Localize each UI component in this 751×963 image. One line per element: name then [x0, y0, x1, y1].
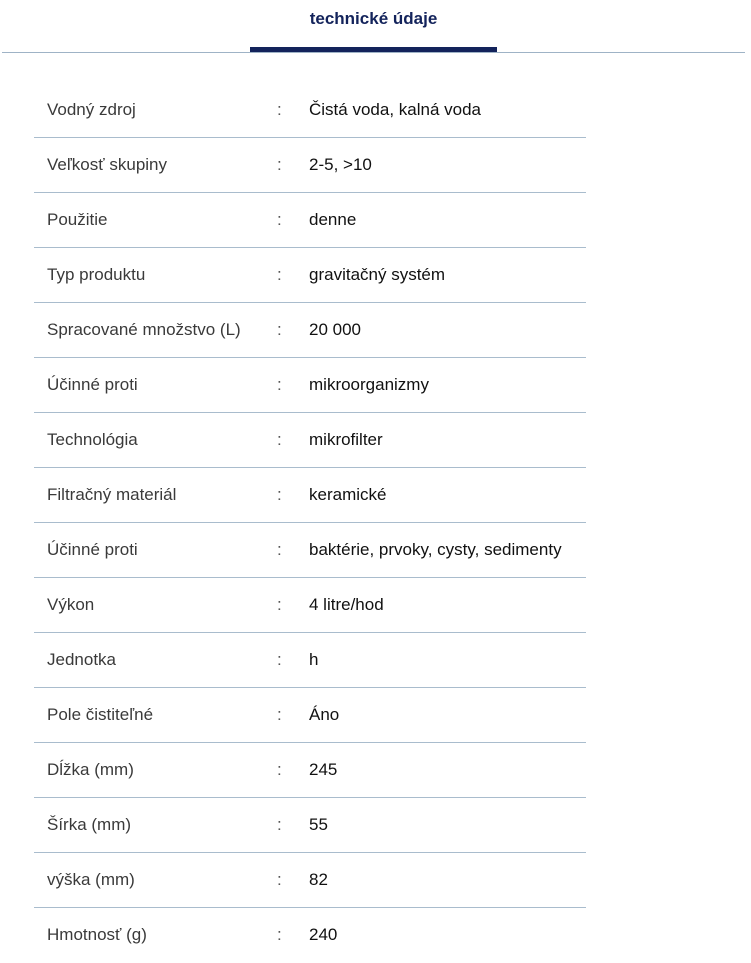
spec-value: mikroorganizmy	[309, 375, 429, 394]
spec-row	[34, 743, 586, 798]
spec-row	[34, 908, 586, 963]
spec-separator: :	[277, 760, 282, 779]
tab-technical-data[interactable]	[250, 0, 497, 54]
spec-row	[34, 633, 586, 688]
spec-label: Účinné proti	[47, 540, 138, 559]
spec-separator: :	[277, 265, 282, 284]
spec-row	[34, 83, 586, 138]
spec-label: Vodný zdroj	[47, 100, 136, 119]
spec-label: Typ produktu	[47, 265, 146, 284]
spec-row	[34, 688, 586, 743]
spec-label: Hmotnosť (g)	[47, 925, 147, 944]
spec-value: 20 000	[309, 320, 361, 339]
spec-row	[34, 853, 586, 908]
spec-label: Účinné proti	[47, 375, 138, 394]
spec-separator: :	[277, 705, 282, 724]
spec-row	[34, 468, 586, 523]
spec-value: mikrofilter	[309, 430, 383, 449]
spec-value: gravitačný systém	[309, 265, 446, 284]
spec-value: 240	[309, 925, 338, 944]
spec-label: Technológia	[47, 430, 138, 449]
spec-value: 245	[309, 760, 338, 779]
spec-separator: :	[277, 430, 282, 449]
spec-label: Pole čistiteľné	[47, 705, 154, 724]
spec-label: Jednotka	[47, 650, 116, 669]
tab-bar-divider	[2, 52, 745, 53]
spec-row	[34, 578, 586, 633]
spec-separator: :	[277, 375, 282, 394]
spec-label: výška (mm)	[47, 870, 135, 889]
spec-separator: :	[277, 540, 282, 559]
spec-separator: :	[277, 320, 282, 339]
spec-label: Spracované množstvo (L)	[47, 320, 241, 339]
spec-value: 4 litre/hod	[309, 595, 384, 614]
spec-label: Dĺžka (mm)	[47, 760, 134, 779]
spec-separator: :	[277, 210, 282, 229]
spec-label: Použitie	[47, 210, 108, 229]
spec-row	[34, 303, 586, 358]
spec-row	[34, 358, 586, 413]
spec-row	[34, 248, 586, 303]
spec-separator: :	[277, 100, 282, 119]
spec-value: Áno	[309, 705, 340, 724]
spec-label: Šírka (mm)	[47, 815, 132, 834]
spec-value: baktérie, prvoky, cysty, sedimenty	[309, 540, 562, 559]
spec-row	[34, 193, 586, 248]
spec-value: 55	[309, 815, 328, 834]
spec-separator: :	[277, 925, 282, 944]
spec-row	[34, 798, 586, 853]
spec-value: keramické	[309, 485, 387, 504]
spec-separator: :	[277, 155, 282, 174]
spec-row	[34, 413, 586, 468]
spec-value: h	[309, 650, 319, 669]
spec-value: denne	[309, 210, 357, 229]
spec-value: 2-5, >10	[309, 155, 372, 174]
spec-row	[34, 523, 586, 578]
spec-value: Čistá voda, kalná voda	[309, 100, 481, 119]
tab-technical-data-label: technické údaje	[309, 9, 438, 28]
spec-row	[34, 138, 586, 193]
spec-separator: :	[277, 870, 282, 889]
spec-label: Filtračný materiál	[47, 485, 177, 504]
spec-value: 82	[309, 870, 328, 889]
tab-bar	[0, 0, 751, 54]
specifications-table	[34, 83, 586, 963]
spec-label: Výkon	[47, 595, 95, 614]
spec-separator: :	[277, 595, 282, 614]
spec-separator: :	[277, 650, 282, 669]
spec-separator: :	[277, 815, 282, 834]
spec-separator: :	[277, 485, 282, 504]
spec-label: Veľkosť skupiny	[47, 155, 168, 174]
